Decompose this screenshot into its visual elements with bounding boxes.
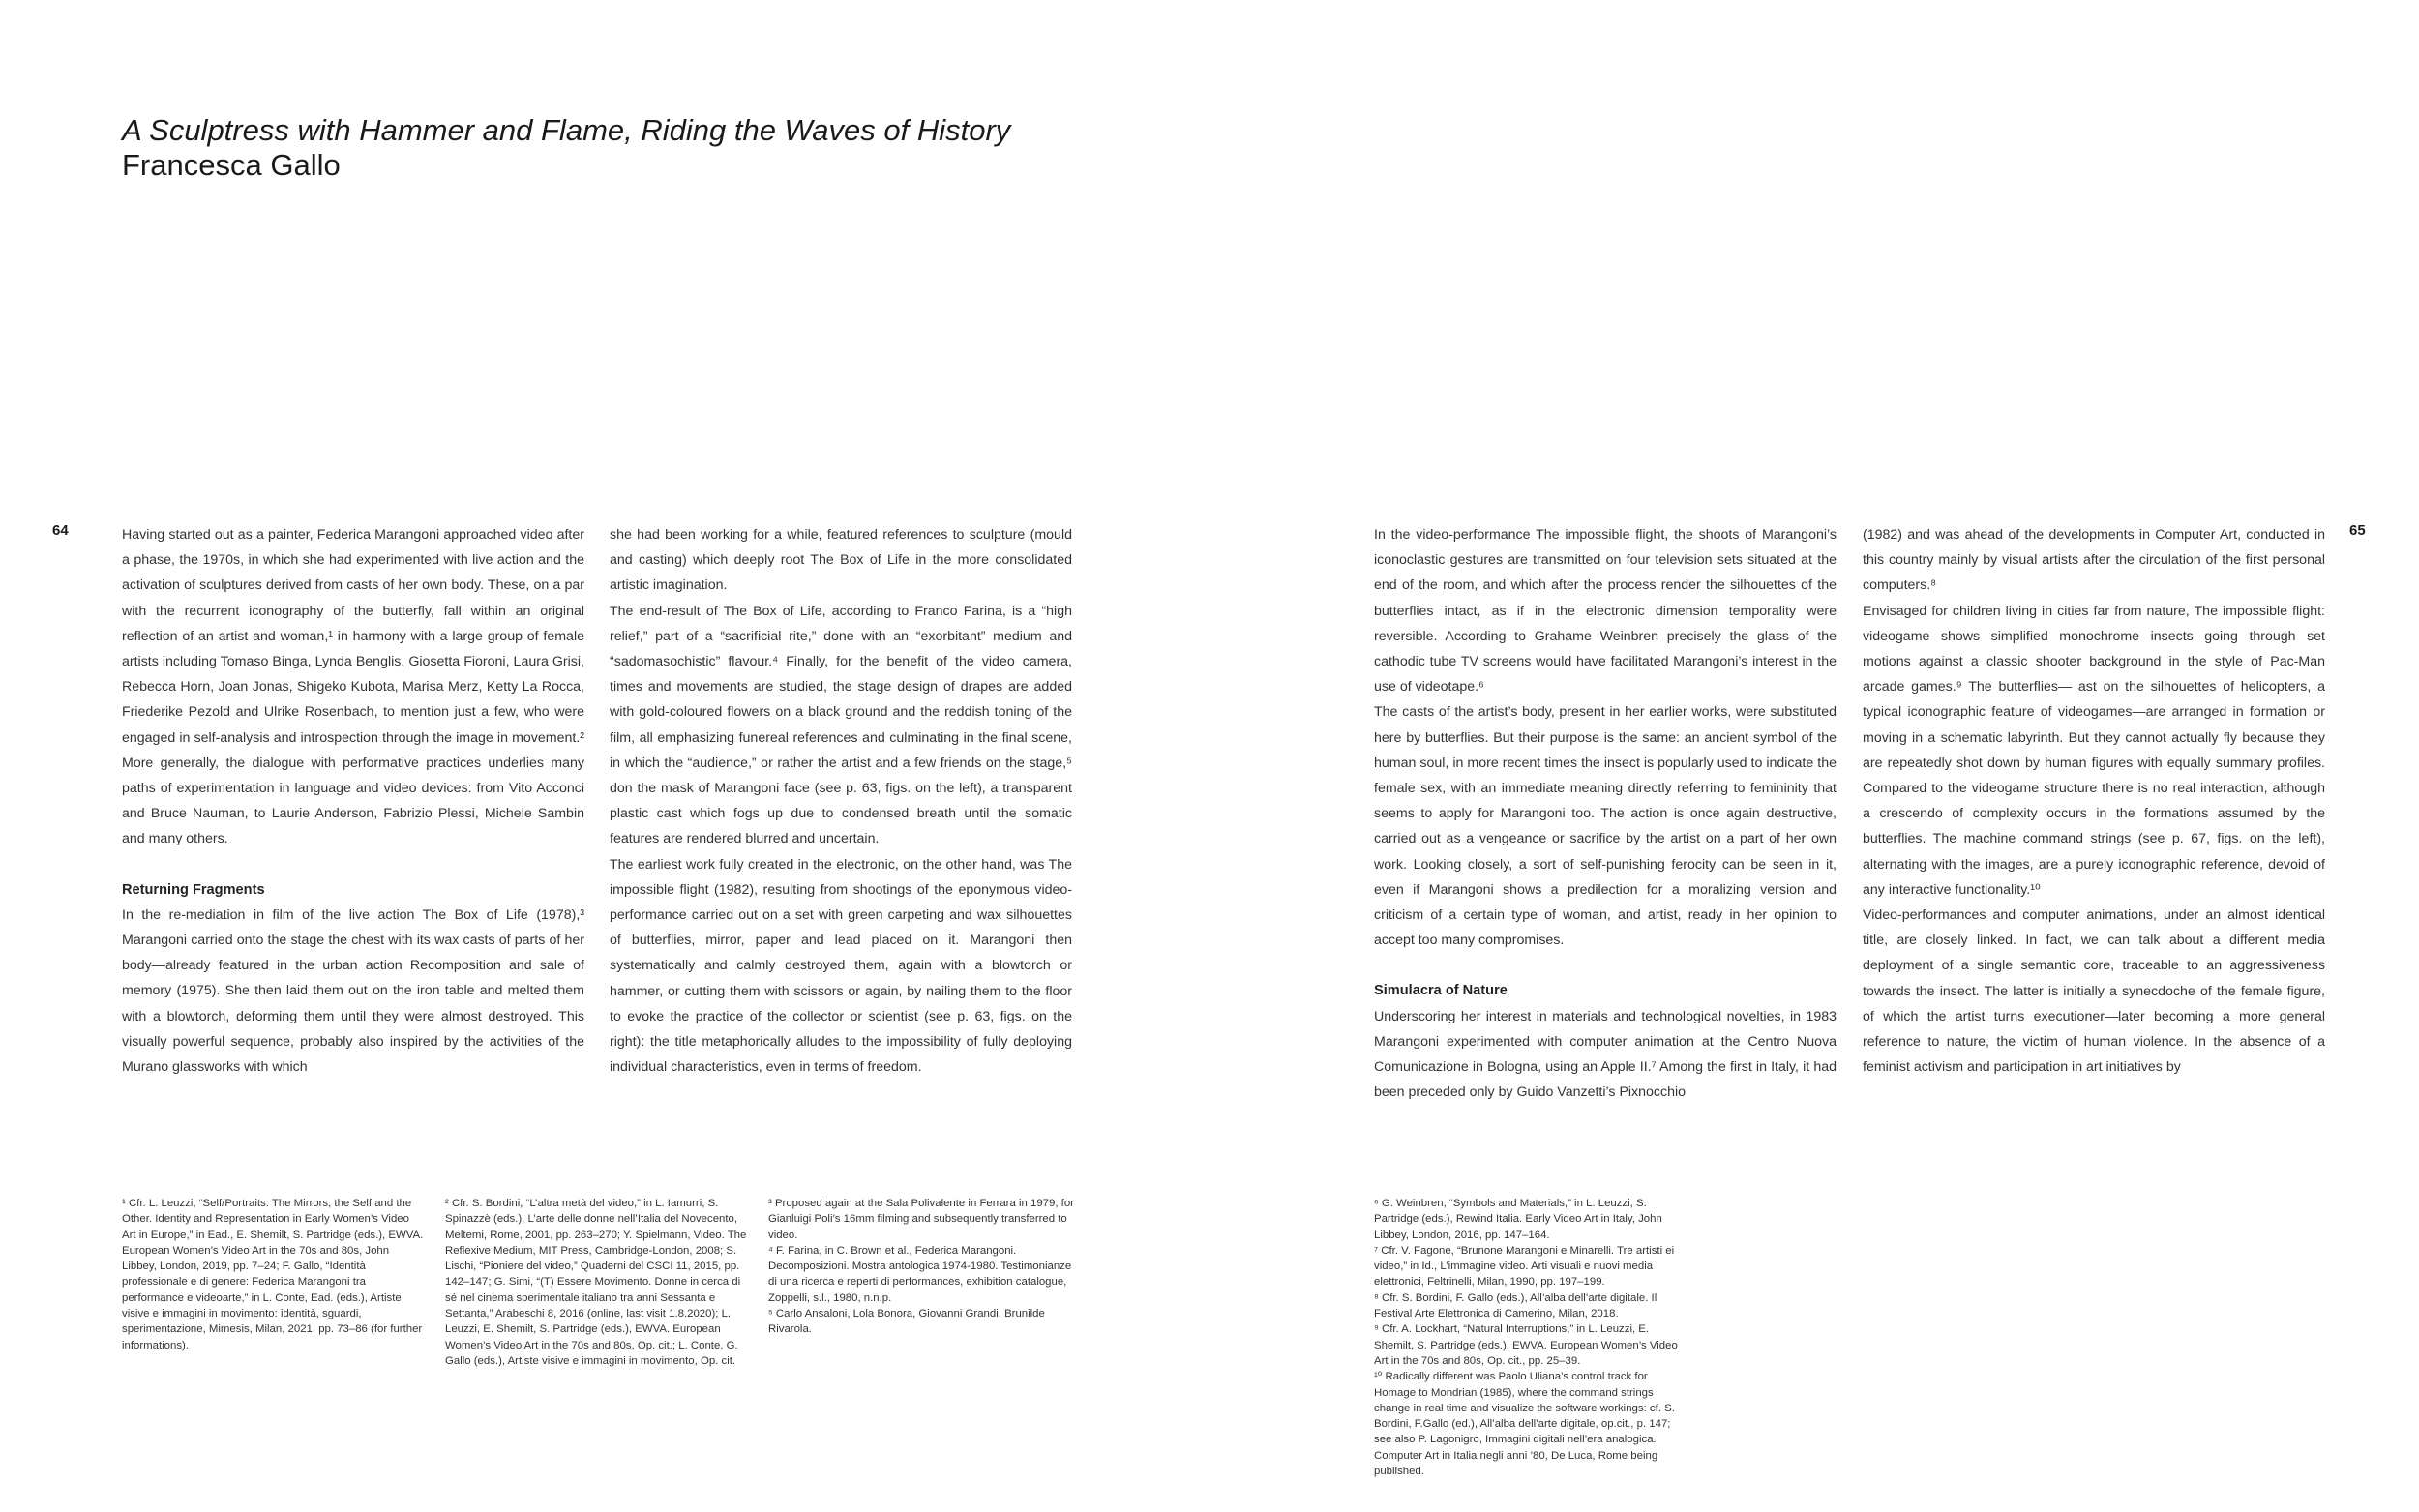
paragraph: In the re-mediation in film of the live action The Box of Life (1978),³ Marangoni carried onto the stage the chest with its wax casts of parts of her body—already featured in the urban action Recomposition and sale of memory (1975). She then laid them out on the iron table and melted them with a blowtorch, deforming them until they were almost destroyed. This visually powerful sequence, probably also inspired by the activities of the Murano glassworks with which xyxy=(122,906,584,1076)
article-title: A Sculptress with Hammer and Flame, Riding the Waves of History xyxy=(122,113,1011,147)
paragraph: The casts of the artist’s body, present in her earlier works, were substituted here by butterflies. But their purpose is the same: an ancient symbol of the human soul, in more recent times the insect is popularly used to indicate the female sex, with an immediate meaning directly referring to femininity that seems to apply for Marangoni too. The action is once again destructive, carried out as a vengeance or sacrifice by the artist on a part of her own work. Looking closely, a sort of self-punishing ferocity can be seen in it, even if Marangoni shows a predilection for a moralizing version and criticism of a certain type of woman, and artist, ready in her opinion to accept too many compromises. xyxy=(1374,704,1837,949)
paragraph: Having started out as a painter, Federica Marangoni approached video after a phase, the 1970s, in which she had experimented with live action and the activation of sculptures derived from casts of her own body. These, on a par with the recurrent iconography of the butterfly, fall within an original reflection of an artist and woman,¹ in harmony with a large group of female artists including Tomaso Binga, Lynda Benglis, Giosetta Fioroni, Laura Grisi, Rebecca Horn, Joan Jonas, Shigeko Kubota, Marisa Merz, Ketty La Rocca, Friederike Pezold and Ulrike Rosenbach, to mention just a few, who were engaged in self-analysis and introspection through the image in movement.² More generally, the dialogue with performative practices underlies many paths of experimentation in language and video devices: from Vito Acconci and Bruce Nauman, to Laurie Anderson, Fabrizio Plessi, Michele Sambin and many others. xyxy=(122,527,584,847)
footnote: ⁷ Cfr. V. Fagone, “Brunone Marangoni e Minarelli. Tre artisti ei video,” in Id., L’immagine video. Arti visuali e nuovi media elettronici, Feltrinelli, Milan, 1990, pp. 197–199. xyxy=(1374,1244,1675,1289)
paragraph: Envisaged for children living in cities far from nature, The impossible flight: videogame shows simplified monochrome insects going through set motions against a classic shooter background in the style of Pac-Man arcade games.⁹ The butterflies— ast on the silhouettes of helicopters, a typical iconographic feature of videogames—are arranged in formation or moving in a schematic labyrinth. But they cannot actually fly because they are repeatedly shot down by human figures with equally summary profiles. Compared to the videogame structure there is no real interaction, although a crescendo of complexity occurs in the formations assumed by the butterflies. The machine command strings (see p. 67, figs. on the left), alternating with the images, are a purely iconographic reference, devoid of any interactive functionality.¹⁰ xyxy=(1863,603,2325,898)
paragraph: Underscoring her interest in materials and technological novelties, in 1983 Marangoni experimented with computer animation at the Centro Nuova Comunicazione in Bologna, using an Apple II.⁷ Among the first in Italy, it had been preceded only by Guido Vanzetti’s Pixnocchio xyxy=(1374,1008,1837,1101)
footnote: ¹ Cfr. L. Leuzzi, “Self/Portraits: The Mirrors, the Self and the Other. Identity and Representation in Early Women’s Video Art in Europe,” in Ead., E. Shemilt, S. Partridge (eds.), EWVA. European Women’s Video Art in the 70s and 80s, John Libbey, London, 2019, pp. 7–24; F. Gallo, “Identità professionale e di genere: Federica Marangoni tra performance e videoarte,” in L. Conte, Ead. (eds.), Artiste visive e immagini in movimento: identità, sguardi, sperimentazione, Mimesis, Milan, 2021, pp. 73–86 (for further informations). xyxy=(122,1198,424,1351)
page-number-right: 65 xyxy=(2349,522,2366,539)
footnote: ² Cfr. S. Bordini, “L’altra metà del video,” in L. Iamurri, S. Spinazzè (eds.), L’arte delle donne nell’Italia del Novecento, Meltemi, Rome, 2001, pp. 263–270; Y. Spielmann, Video. The Reflexive Medium, MIT Press, Cambridge-London, 2008; S. Lischi, “Pioniere del video,” Quaderni del CSCI 11, 2015, pp. 142–147; G. Simi, “(T) Essere Movimento. Donne in cerca di sé nel cinema sperimentale italiano tra anni Sessanta e Settanta,” Arabeschi 8, 2016 (online, last visit 1.8.2020); L. Leuzzi, E. Shemilt, S. Partridge (eds.), EWVA. European Women’s Video Art in the 70s and 80s, Op. cit.; L. Conte, G. Gallo (eds.), Artiste visive e immagini in movimento, Op. cit. xyxy=(445,1198,747,1367)
footnote-column-2 xyxy=(445,1196,749,1369)
paragraph: Video-performances and computer animations, under an almost identical title, are closely linked. In fact, we can talk about a different media deployment of a single semantic core, traceable to an aggressiveness towards the insect. The latter is initially a synecdoche of the female figure, of which the artist turns executioner—later becoming a more general reference to nature, the victim of human violence. In the absence of a feminist activism and participation in art initiatives by xyxy=(1863,907,2325,1076)
paragraph: (1982) and was ahead of the developments in Computer Art, conducted in this country mainly by visual artists after the circulation of the first personal computers.⁸ xyxy=(1863,527,2325,594)
section-heading: Returning Fragments xyxy=(122,881,265,898)
footnote: ⁸ Cfr. S. Bordini, F. Gallo (eds.), All’alba dell’arte digitale. Il Festival Arte Elettronica di Camerino, Milan, 2018. xyxy=(1374,1291,1657,1320)
text-column-1 xyxy=(122,522,584,1080)
footnote: ⁶ G. Weinbren, “Symbols and Materials,” in L. Leuzzi, S. Partridge (eds.), Rewind Italia. Early Video Art in Italy, John Libbey, London, 2016, pp. 147–164. xyxy=(1374,1198,1662,1241)
footnote-column-1 xyxy=(122,1196,426,1353)
footnote: ⁹ Cfr. A. Lockhart, “Natural Interruptions,” in L. Leuzzi, E. Shemilt, S. Partridge (eds.), EWVA. European Women’s Video Art in the 70s and 80s, Op. cit., pp. 25–39. xyxy=(1374,1323,1678,1367)
text-column-2 xyxy=(610,522,1072,1080)
text-column-4 xyxy=(1863,522,2325,1080)
footnote-column-3 xyxy=(768,1196,1074,1338)
article-author: Francesca Gallo xyxy=(122,148,341,182)
footnote: ¹⁰ Radically different was Paolo Uliana’s control track for Homage to Mondrian (1985), where the command strings change in real time and visualize the software workings: cf. S. Bordini, F.Gallo (ed.), All’alba dell’arte digitale, op.cit., p. 147; see also P. Lagonigro, Immagini digitali nell’era analogica. Computer Art in Italia negli anni ’80, De Luca, Rome being published. xyxy=(1374,1371,1675,1478)
footnote: ³ Proposed again at the Sala Polivalente in Ferrara in 1979, for Gianluigi Poli’s 16mm filming and subsequently transferred to video. xyxy=(768,1198,1074,1241)
footnote: ⁵ Carlo Ansaloni, Lola Bonora, Giovanni Grandi, Brunilde Rivarola. xyxy=(768,1308,1045,1336)
section-heading: Simulacra of Nature xyxy=(1374,983,1508,999)
footnote: ⁴ F. Farina, in C. Brown et al., Federica Marangoni. Decomposizioni. Mostra antologica 1974-1980. Testimonianze di una ricerca e reperti di performances, exhibition catalogue, Zoppelli, s.l., 1980, n.n.p. xyxy=(768,1244,1072,1304)
paragraph: The end-result of The Box of Life, according to Franco Farina, is a “high relief,” part of a “sacrificial rite,” done with an “exorbitant” medium and “sadomasochistic” flavour.⁴ Finally, for the benefit of the video camera, times and movements are studied, the stage design of drapes are added with gold-coloured flowers on a black ground and the reddish toning of the film, all emphasizing funereal references and culminating in the final scene, in which the “audience,” or rather the artist and a few friends on the stage,⁵ don the mask of Marangoni face (see p. 63, figs. on the left), a transparent plastic cast which fogs up due to condensed breath until the somatic features are rendered blurred and uncertain. xyxy=(610,603,1072,847)
paragraph: she had been working for a while, featured references to sculpture (mould and casting) which deeply root The Box of Life in the more consolidated artistic imagination. xyxy=(610,527,1072,594)
page-number-left: 64 xyxy=(52,522,69,539)
footnote-column-4 xyxy=(1374,1196,1680,1479)
paragraph: In the video-performance The impossible flight, the shoots of Marangoni’s iconoclastic gestures are transmitted on four television sets situated at the end of the room, and which after the process render the silhouettes of the butterflies intact, as if in the electronic dimension temporality were reversible. According to Grahame Weinbren precisely the glass of the cathodic tube TV screens would have facilitated Marangoni’s interest in the use of videotape.⁶ xyxy=(1374,527,1837,696)
text-column-3 xyxy=(1374,522,1837,1105)
paragraph: The earliest work fully created in the electronic, on the other hand, was The impossible flight (1982), resulting from shootings of the eponymous video-performance carried out on a set with green carpeting and wax silhouettes of butterflies, mirror, paper and lead placed on it. Marangoni then systematically and calmly destroyed them, again with a blowtorch or hammer, or cutting them with scissors or again, by nailing them to the floor to evoke the practice of the collector or scientist (see p. 63, figs. on the right): the title metaphorically alludes to the impossibility of fully deploying individual characteristics, even in terms of freedom. xyxy=(610,856,1072,1076)
